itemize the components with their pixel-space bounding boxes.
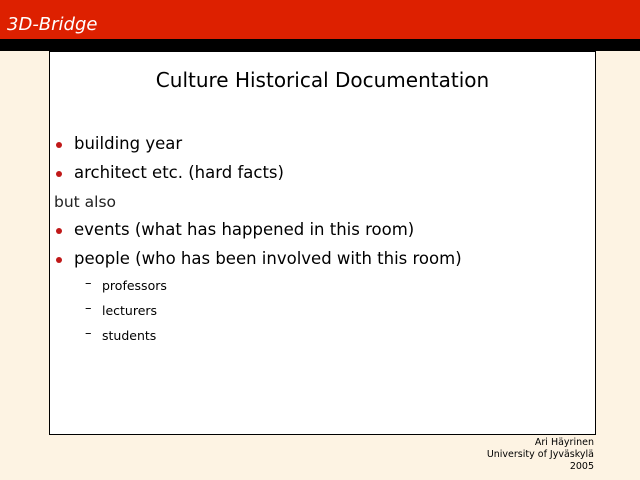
bullet-icon <box>56 142 62 148</box>
footer-credits <box>487 437 594 473</box>
dash-icon: – <box>85 301 92 316</box>
bullet-building-year: building year <box>74 134 183 153</box>
dash-icon: – <box>85 276 92 291</box>
bullet-icon <box>56 257 62 263</box>
dash-icon: – <box>85 326 92 341</box>
sub-item-students: students <box>102 328 157 343</box>
sub-item-professors: professors <box>102 278 167 293</box>
bullet-architect: architect etc. (hard facts) <box>74 163 284 182</box>
footer-institution: University of Jyväskylä <box>486 449 594 460</box>
header-divider <box>0 39 640 51</box>
bullet-events: events (what has happened in this room) <box>74 220 415 239</box>
slide-content <box>49 51 596 435</box>
slide-title: Culture Historical Documentation <box>155 68 490 92</box>
bullet-people: people (who has been involved with this room) <box>74 249 462 268</box>
bullet-icon <box>56 171 62 177</box>
footer-year: 2005 <box>569 461 594 472</box>
brand-title: 3D-Bridge <box>7 14 98 35</box>
header-bar <box>0 0 640 39</box>
footer-author: Ari Häyrinen <box>534 437 594 448</box>
sub-item-lecturers: lecturers <box>102 303 158 318</box>
bullet-icon <box>56 228 62 234</box>
connector-text: but also <box>54 193 117 211</box>
